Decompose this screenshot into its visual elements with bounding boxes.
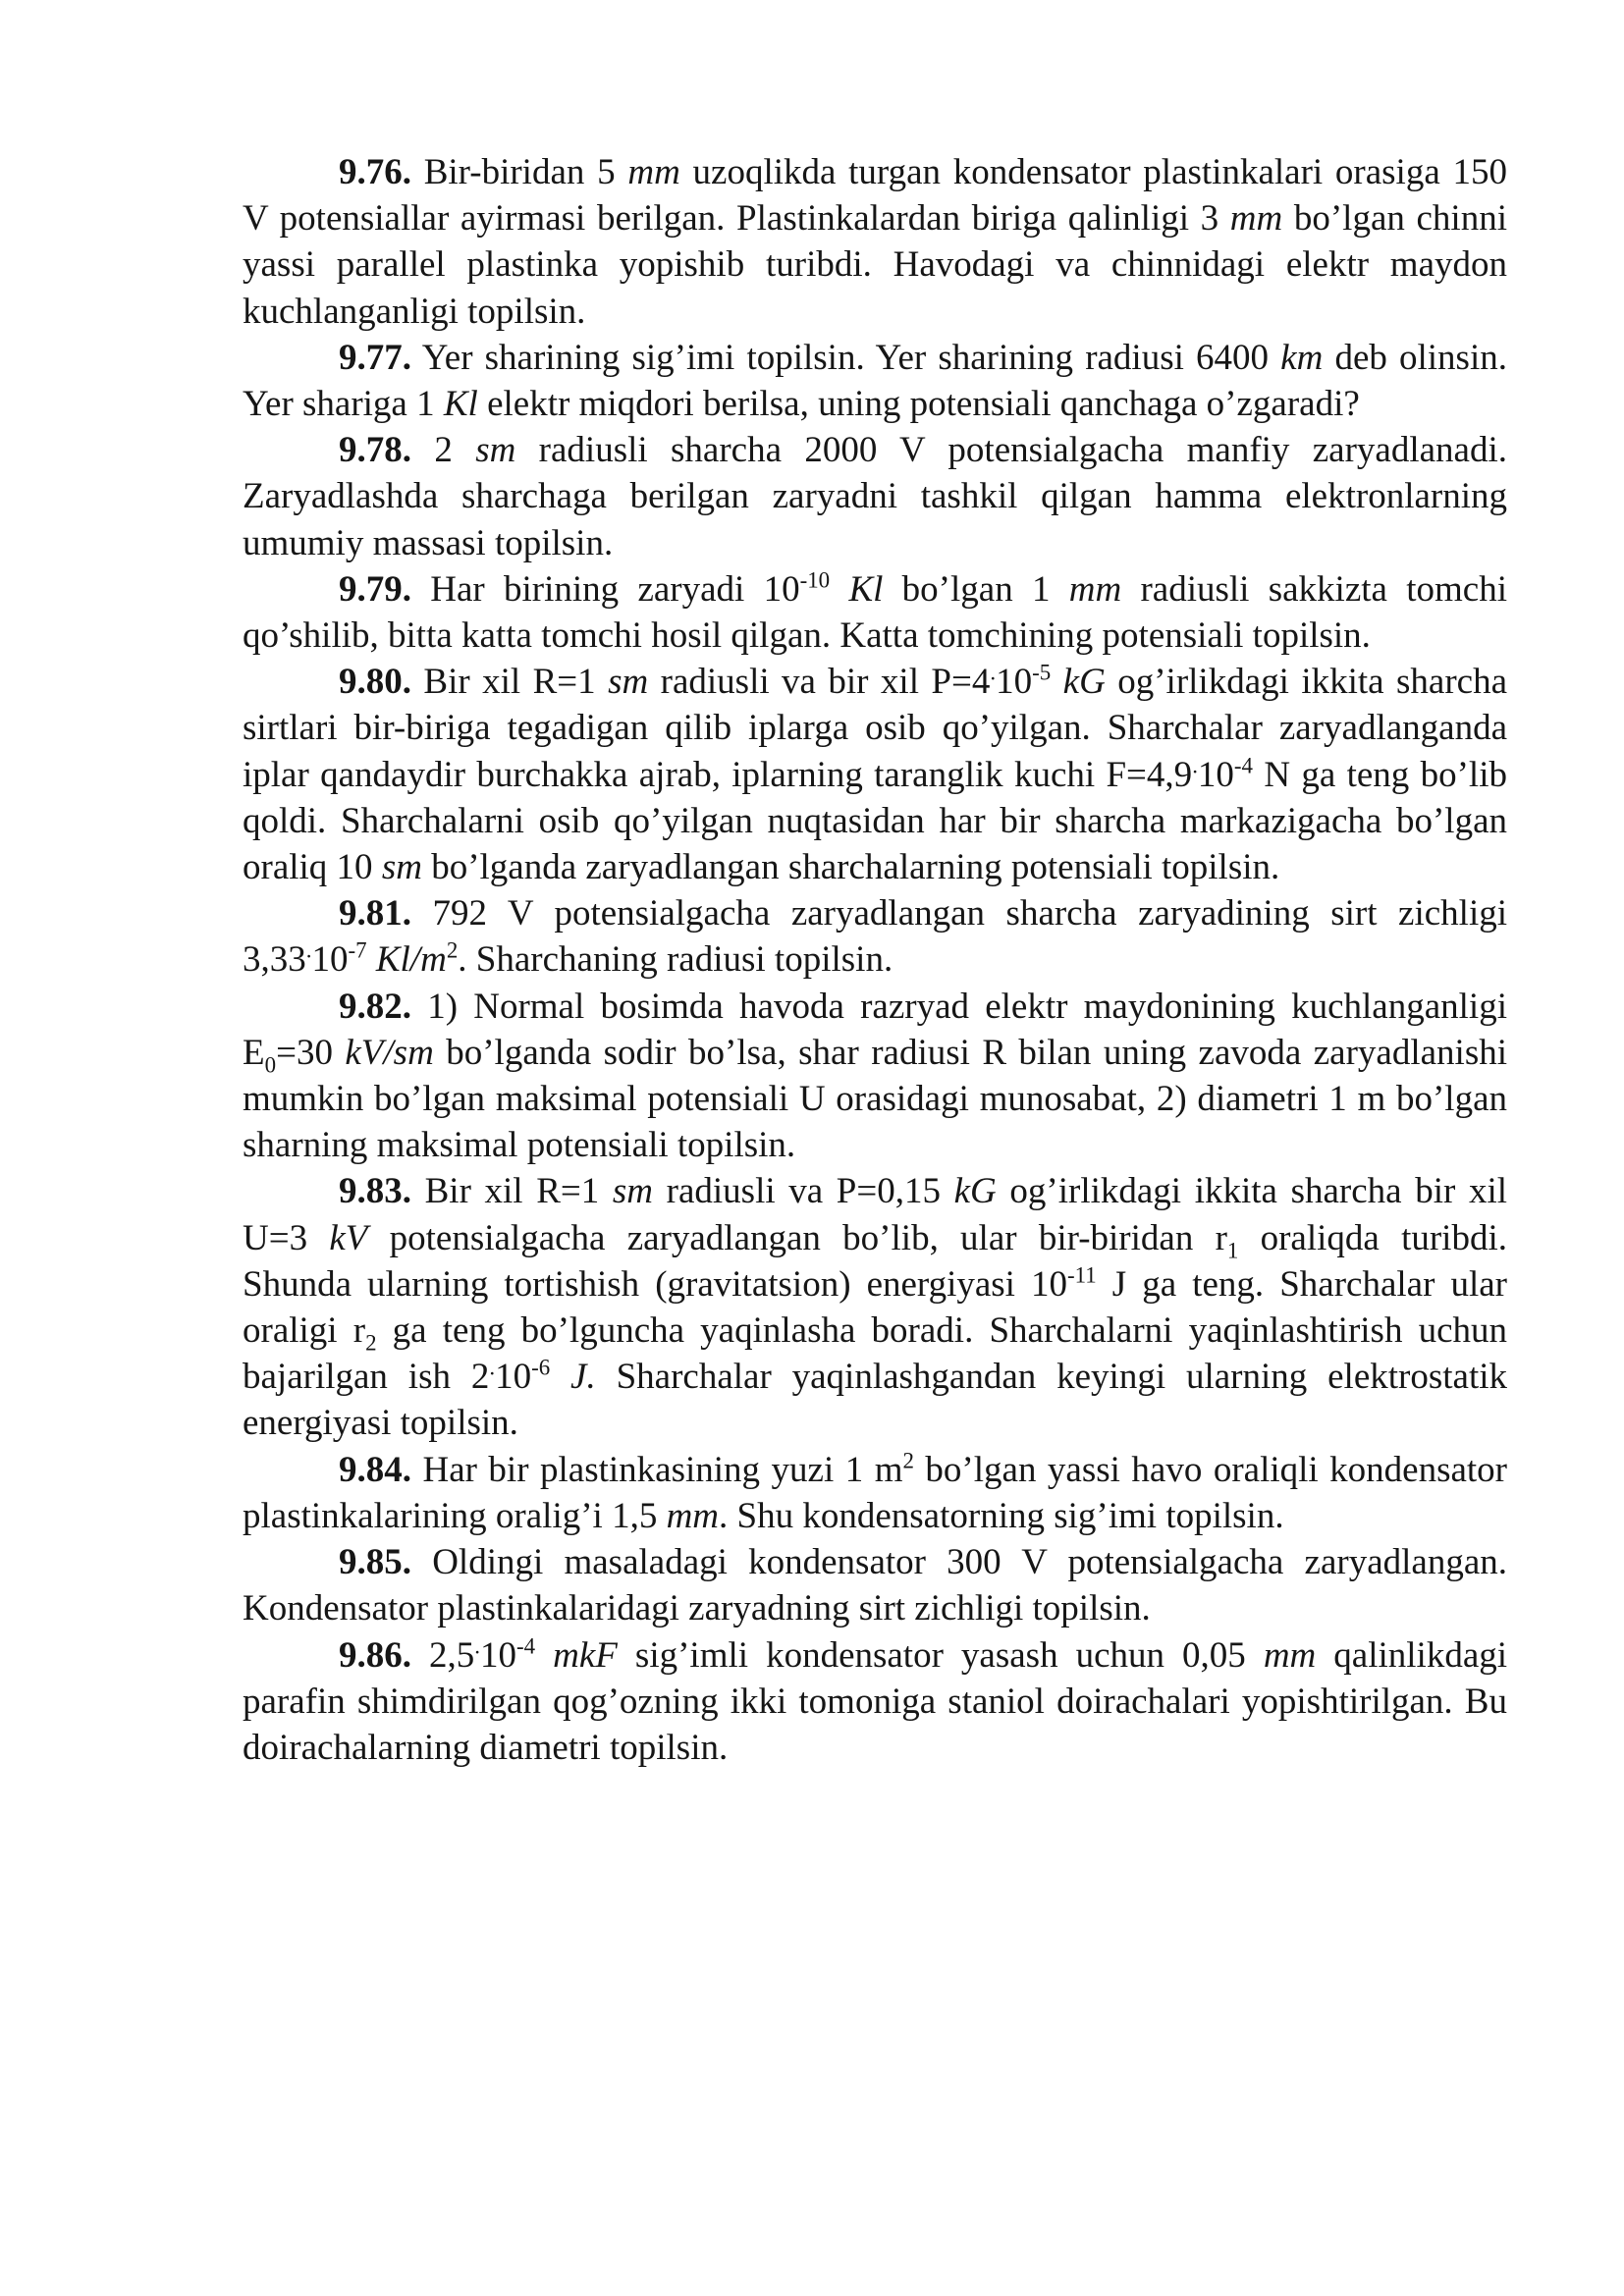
problem-text: og’irlikdagi ikkita sharcha sirtlari bir-biriga tegadigan qilib iplarga osib qo’yilgan. Sharchalar zaryadlanganda iplar qandaydir burchakka ajrab, iplarning taranglik kuchi F=4,9 (243, 662, 1508, 795)
problem-paragraph (243, 1447, 1507, 1539)
unit-text: mkF (553, 1634, 618, 1676)
superscript-text: -6 (531, 1355, 551, 1380)
problem-number: 9.80. (339, 662, 411, 703)
problem-text (1051, 662, 1062, 702)
unit-text: J. (570, 1357, 596, 1398)
problem-text: Bir xil R=1 (411, 662, 609, 703)
problem-text: Oldingi masaladagi kondensator 300 V potensialgacha zaryadlangan. Kondensator plastinkalaridagi zaryadning sirt zichligi topilsin. (243, 1542, 1507, 1629)
superscript-text: . (990, 660, 997, 685)
unit-text: Kl/m (375, 939, 447, 981)
problem-text (535, 1635, 553, 1676)
superscript-text: -10 (799, 567, 831, 593)
problem-number: 9.79. (339, 568, 411, 610)
problem-text: 10 (480, 1634, 517, 1676)
superscript-text: . (489, 1355, 496, 1380)
problem-paragraph (243, 984, 1507, 1169)
problem-paragraph (243, 335, 1507, 427)
superscript-text: -11 (1067, 1262, 1097, 1288)
problem-number: 9.76. (339, 152, 411, 192)
problem-text: 10 (311, 939, 349, 981)
problem-text: Sharchalar yaqinlashgandan keyingi ularning elektrostatik energiyasi topilsin. (243, 1357, 1508, 1444)
problem-text: qalinlikdagi parafin shimdirilgan qog’ozning ikki tomoniga staniol doirachalari yopishtirilgan. Bu doirachalarning diametri topilsin. (243, 1634, 1508, 1768)
problem-text: =30 (276, 1032, 346, 1073)
unit-text: mm (666, 1495, 720, 1536)
unit-text: sm (475, 430, 516, 471)
problem-text: Har birining zaryadi 10 (411, 568, 800, 610)
problem-paragraph (243, 1632, 1507, 1772)
problem-text: Bir-biridan 5 (411, 152, 628, 192)
problem-text: uzoqlikda turgan kondensator plastinkalari orasiga 150 V potensiallar ayirmasi berilgan. Plastinkalardan biriga qalinligi 3 (243, 152, 1507, 240)
unit-text: Kl (443, 384, 478, 425)
problem-paragraph (243, 659, 1507, 890)
problem-text: bo’lganda sodir bo’lsa, shar radiusi R bilan uning zavoda zaryadlanishi mumkin bo’lgan maksimal potensiali U orasidagi munosabat, 2) diametri 1 m bo’lgan sharning maksimal potensiali topilsin. (243, 1032, 1507, 1166)
superscript-text: 2 (446, 938, 459, 964)
unit-text: mm (1068, 568, 1122, 610)
problem-text: bo’lgan chinni yassi parallel plastinka yopishib turibdi. Havodagi va chinnidagi elektr maydon kuchlanganligi topilsin. (243, 198, 1507, 332)
superscript-text: 2 (902, 1448, 914, 1473)
problem-paragraph (243, 890, 1507, 983)
problem-text: 1) Normal bosimda havoda razryad elektr maydonining kuchlanganligi E (243, 986, 1507, 1073)
problem-text: sig’imli kondensator yasash uchun 0,05 (617, 1634, 1264, 1676)
problem-paragraph (243, 427, 1507, 566)
problem-text: 2 (411, 430, 476, 471)
problem-text (830, 569, 848, 610)
problem-text: radiusli sakkizta tomchi qo’shilib, bitta katta tomchi hosil qilgan. Katta tomchining potensiali topilsin. (243, 568, 1507, 657)
superscript-text: . (305, 938, 312, 964)
unit-text: kV (329, 1217, 368, 1258)
problem-number: 9.78. (339, 430, 411, 471)
problem-paragraph (243, 566, 1507, 659)
unit-text: mm (1263, 1634, 1317, 1676)
superscript-text: -5 (1032, 660, 1052, 685)
problem-number: 9.86. (339, 1634, 411, 1676)
unit-text: Kl (848, 568, 884, 610)
problem-paragraph (243, 149, 1507, 335)
problem-text: 792 V potensialgacha zaryadlangan sharcha zaryadining sirt zichligi 3,33 (243, 893, 1507, 981)
subscript-text: 1 (1226, 1238, 1239, 1263)
problem-text: . Shu kondensatorning sig’imi topilsin. (719, 1495, 1284, 1536)
problem-text: 2,5 (411, 1634, 475, 1676)
problem-text: og’irlikdagi ikkita sharcha bir xil U=3 (243, 1171, 1507, 1258)
problem-text: bo’lgan yassi havo oraliqli kondensator plastinkalarining oralig’i 1,5 (243, 1449, 1508, 1536)
problem-number: 9.83. (339, 1171, 411, 1212)
problem-text: . Sharchaning radiusi topilsin. (458, 939, 893, 981)
problem-number: 9.84. (339, 1449, 411, 1490)
problem-text: N ga teng bo’lib qoldi. Sharchalarni osib qo’yilgan nuqtasidan har bir sharcha markazigacha bo’lgan oraliq 10 (243, 754, 1507, 888)
problem-text: radiusli va P=0,15 (653, 1171, 954, 1212)
superscript-text: . (474, 1633, 481, 1659)
problem-text: J ga teng. Sharchalar ular oraligi r (243, 1263, 1507, 1352)
problem-text: elektr miqdori berilsa, uning potensiali qanchaga o’zgaradi? (477, 384, 1360, 425)
unit-text: sm (608, 662, 649, 703)
unit-text: kG (1062, 662, 1106, 703)
problem-text: radiusli va bir xil P=4 (648, 662, 991, 703)
superscript-text: . (1192, 753, 1198, 778)
unit-text: mm (627, 152, 680, 192)
problem-number: 9.81. (339, 893, 411, 934)
unit-text: kG (953, 1171, 997, 1212)
problem-text: potensialgacha zaryadlangan bo’lib, ular bir-biridan r (367, 1217, 1227, 1258)
superscript-text: -4 (516, 1633, 536, 1659)
unit-text: sm (612, 1171, 654, 1212)
problem-paragraph (243, 1168, 1507, 1446)
problem-text (367, 939, 376, 980)
problem-text: oraliqda turibdi. Shunda ularning tortishish (gravitatsion) energiyasi 10 (243, 1217, 1507, 1305)
unit-text: sm (381, 847, 422, 888)
superscript-text: -7 (348, 938, 367, 964)
problem-text: 10 (1197, 754, 1234, 795)
problem-text: Har bir plastinkasining yuzi 1 m (411, 1449, 903, 1490)
problem-number: 9.82. (339, 986, 411, 1027)
problem-text (550, 1357, 570, 1397)
unit-text: km (1280, 337, 1324, 378)
document-page (243, 149, 1507, 1771)
problem-text: deb olinsin. Yer shariga 1 (243, 337, 1507, 425)
problem-text: bo’lgan 1 (883, 568, 1069, 610)
subscript-text: 0 (264, 1052, 277, 1078)
problem-text: ga teng bo’lguncha yaqinlasha boradi. Sharchalarni yaqinlashtirish uchun bajarilgan ish 2 (243, 1310, 1508, 1398)
problem-text: Yer sharining sig’imi topilsin. Yer sharining radiusi 6400 (411, 337, 1281, 378)
unit-text: kV/sm (345, 1032, 434, 1073)
problem-paragraph (243, 1539, 1507, 1631)
problem-number: 9.85. (339, 1542, 411, 1583)
problem-text: radiusli sharcha 2000 V potensialgacha manfiy zaryadlanadi. Zaryadlashda sharchaga berilgan zaryadni tashkil qilgan hamma elektronlarning umumiy massasi topilsin. (243, 430, 1508, 563)
problem-text: Bir xil R=1 (411, 1171, 613, 1212)
superscript-text: -4 (1233, 753, 1254, 778)
subscript-text: 2 (365, 1330, 377, 1356)
problem-text: 10 (996, 662, 1033, 703)
problem-number: 9.77. (339, 337, 411, 378)
problem-text: 10 (495, 1357, 532, 1398)
problem-text: bo’lganda zaryadlangan sharchalarning potensiali topilsin. (421, 847, 1280, 888)
unit-text: mm (1229, 198, 1283, 240)
